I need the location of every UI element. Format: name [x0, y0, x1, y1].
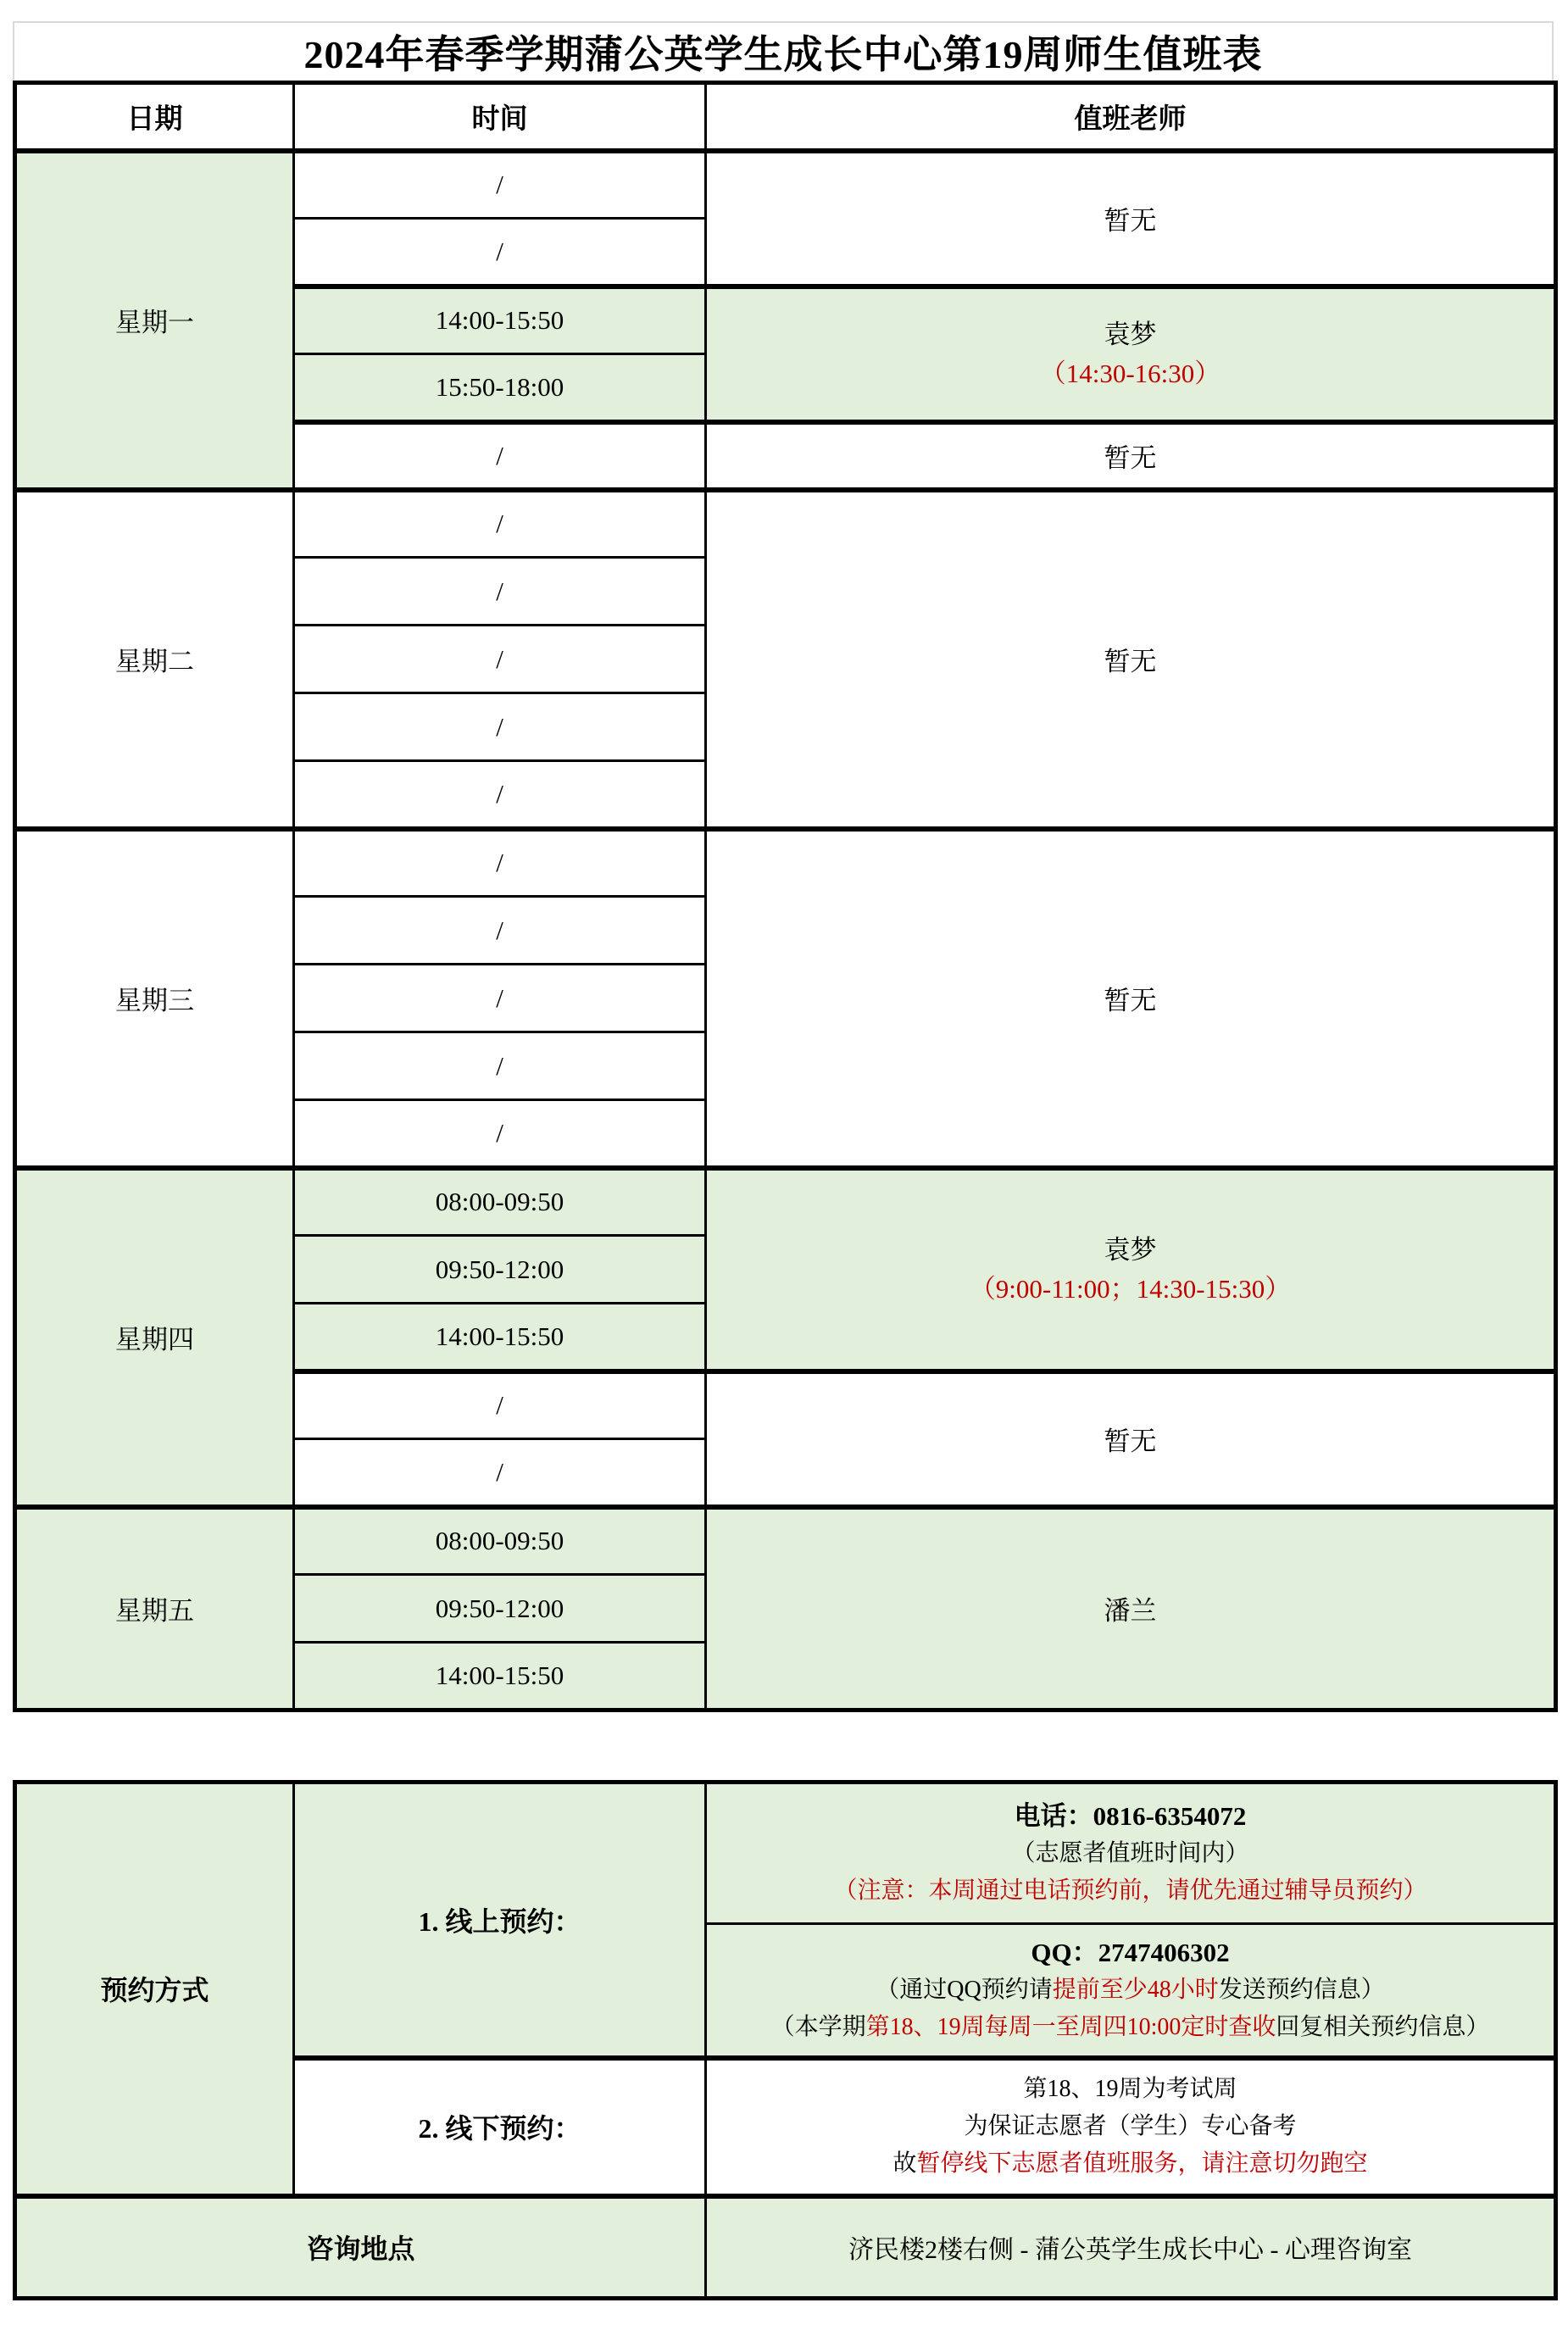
offline-booking-label: 2. 线下预约：: [294, 2058, 706, 2196]
monday-teacher-duty: [706, 286, 1556, 422]
table-row: [15, 490, 1556, 558]
friday-time-slot-3: 14:00-15:50: [294, 1643, 706, 1710]
phone-notice: （注意：本周通过电话预约前，请优先通过辅导员预约）: [833, 1877, 1427, 1904]
wednesday-time-slot-5: /: [294, 1100, 706, 1168]
qq-booking-cell: [706, 1924, 1556, 2058]
tuesday-time-slot-2: /: [294, 558, 706, 626]
day-label-thursday: 星期四: [15, 1168, 294, 1507]
thursday-teacher-duty: [706, 1168, 1556, 1371]
tuesday-teacher-none: 暂无: [706, 490, 1556, 829]
booking-method-label: 预约方式: [15, 1783, 294, 2196]
table-row: [15, 1507, 1556, 1575]
tuesday-time-slot-1: /: [294, 490, 706, 558]
page-title-text: 2024年春季学期蒲公英学生成长中心第19周师生值班表: [303, 33, 1263, 76]
volunteer-note: 为保证志愿者（学生）专心备考: [964, 2113, 1297, 2139]
qq-number: QQ：2747406302: [1031, 1937, 1230, 1967]
teacher-duty-time: （14:30-16:30）: [1039, 358, 1221, 388]
tuesday-time-slot-5: /: [294, 761, 706, 829]
duty-schedule-table: [13, 81, 1558, 1712]
day-label-monday: 星期一: [15, 151, 294, 490]
phone-availability: （志愿者值班时间内）: [1011, 1839, 1249, 1866]
table-row: [15, 829, 1556, 897]
day-label-wednesday: 星期三: [15, 829, 294, 1168]
monday-teacher-none-late: 暂无: [706, 422, 1556, 490]
table-row: [15, 151, 1556, 219]
booking-info-table: [13, 1780, 1558, 2300]
table-row: [15, 1168, 1556, 1236]
tuesday-time-slot-4: /: [294, 693, 706, 761]
header-date: 日期: [15, 83, 294, 151]
day-label-tuesday: 星期二: [15, 490, 294, 829]
wednesday-time-slot-1: /: [294, 829, 706, 897]
teacher-name: 袁梦: [1104, 1234, 1157, 1265]
thursday-time-slot-2: 09:50-12:00: [294, 1236, 706, 1304]
location-value: 济民楼2楼右侧 - 蒲公英学生成长中心 - 心理咨询室: [706, 2196, 1556, 2299]
offline-booking-cell: [706, 2058, 1556, 2196]
wednesday-time-slot-4: /: [294, 1032, 706, 1100]
day-label-friday: 星期五: [15, 1507, 294, 1710]
wednesday-teacher-none: 暂无: [706, 829, 1556, 1168]
table-header-row: [15, 83, 1556, 151]
online-booking-label: 1. 线上预约：: [294, 1783, 706, 2058]
thursday-teacher-none: 暂无: [706, 1371, 1556, 1507]
friday-teacher-duty: 潘兰: [706, 1507, 1556, 1710]
monday-time-slot-3: 14:00-15:50: [294, 286, 706, 354]
qq-notice-1: （通过QQ预约请提前至少48小时发送预约信息）: [876, 1976, 1385, 2003]
monday-time-slot-4: 15:50-18:00: [294, 354, 706, 422]
page-title: [13, 21, 1554, 81]
teacher-duty-time: （9:00-11:00；14:30-15:30）: [969, 1273, 1292, 1304]
header-time: 时间: [294, 83, 706, 151]
monday-time-slot-5: /: [294, 422, 706, 490]
teacher-name: 袁梦: [1104, 319, 1157, 349]
header-teacher: 值班老师: [706, 83, 1556, 151]
phone-booking-cell: [706, 1783, 1556, 1924]
thursday-time-slot-3: 14:00-15:50: [294, 1304, 706, 1371]
tuesday-time-slot-3: /: [294, 626, 706, 693]
monday-time-slot-1: /: [294, 151, 706, 219]
thursday-time-slot-1: 08:00-09:50: [294, 1168, 706, 1236]
wednesday-time-slot-3: /: [294, 965, 706, 1032]
suspension-note: 故暂停线下志愿者值班服务，请注意切勿跑空: [892, 2150, 1368, 2177]
thursday-time-slot-4: /: [294, 1371, 706, 1439]
phone-number: 电话：0816-6354072: [1014, 1800, 1247, 1831]
friday-time-slot-1: 08:00-09:50: [294, 1507, 706, 1575]
friday-time-slot-2: 09:50-12:00: [294, 1575, 706, 1643]
table-row: [15, 1783, 1556, 1924]
exam-week-note: 第18、19周为考试周: [1023, 2076, 1237, 2102]
thursday-time-slot-5: /: [294, 1439, 706, 1507]
monday-teacher-none-early: 暂无: [706, 151, 1556, 286]
wednesday-time-slot-2: /: [294, 897, 706, 965]
location-label: 咨询地点: [15, 2196, 706, 2299]
monday-time-slot-2: /: [294, 219, 706, 286]
qq-notice-2: （本学期第18、19周每周一至周四10:00定时查收回复相关预约信息）: [770, 2013, 1490, 2040]
table-row: [15, 2196, 1556, 2299]
